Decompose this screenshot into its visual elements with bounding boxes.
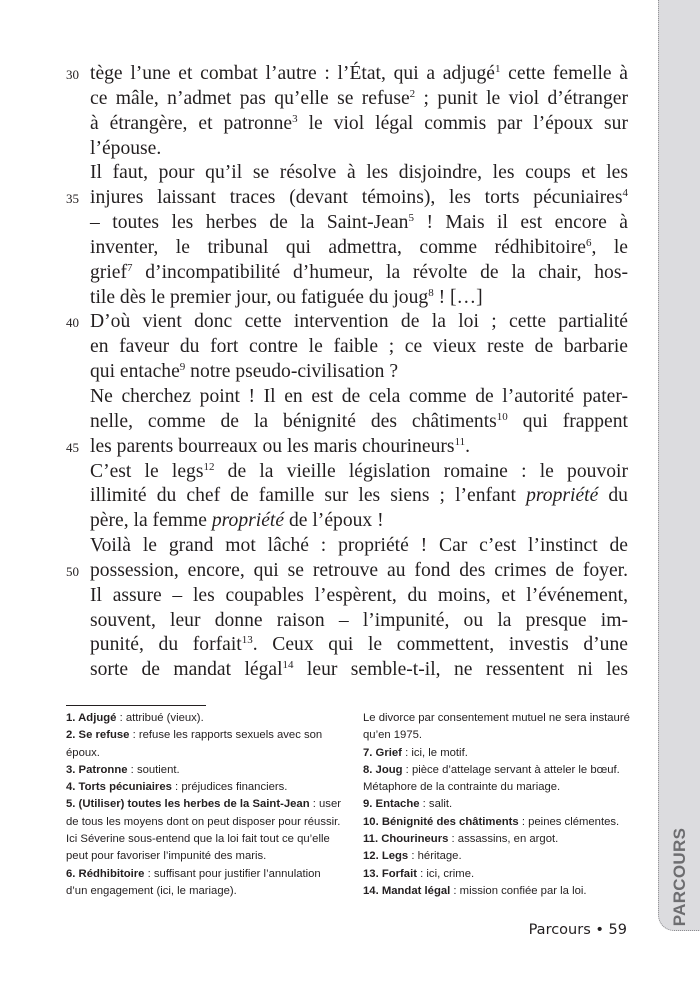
footnote-definition: : peines clémentes. bbox=[518, 815, 620, 828]
text-line bbox=[90, 484, 628, 509]
text-line bbox=[90, 211, 628, 236]
footnote-term: 14. Mandat légal bbox=[363, 884, 451, 897]
text-segment: à étrangère, et patronne bbox=[90, 112, 293, 134]
text-line bbox=[66, 62, 628, 87]
footnote bbox=[363, 710, 648, 745]
text-segment: qui frappent bbox=[507, 410, 628, 432]
footnote-definition: : préjudices financiers. bbox=[171, 781, 288, 794]
footnote-ref: 2 bbox=[409, 87, 416, 100]
text-segment: souvent, leur donne raison – l’impunité, ou la presque im- bbox=[90, 609, 628, 631]
footnote-definition: : mission confiée par la loi. bbox=[450, 884, 587, 897]
footnote bbox=[363, 796, 648, 813]
text-segment: nelle, comme de la bénignité des châtiments bbox=[90, 410, 497, 432]
text-line bbox=[90, 534, 628, 559]
text-line bbox=[90, 410, 628, 435]
footnote-ref: 9 bbox=[179, 361, 186, 374]
text-line bbox=[66, 559, 628, 584]
line-number: 45 bbox=[66, 439, 79, 455]
footnote-definition: : héritage. bbox=[408, 850, 462, 863]
footnote-term: 6. Rédhibitoire bbox=[66, 867, 145, 880]
text-segment: ; punit le viol d’étranger bbox=[415, 87, 628, 109]
text-line bbox=[90, 286, 628, 311]
footnote-ref: 3 bbox=[292, 112, 298, 125]
footnote-definition: : salit. bbox=[419, 798, 453, 811]
footnote-term: 4. Torts pécuniaires bbox=[66, 781, 172, 794]
text-segment: Il faut, pour qu’il se résolve à les disjoindre, les coups et les bbox=[90, 162, 628, 184]
footnote bbox=[363, 866, 648, 883]
italic-text: propriété bbox=[211, 510, 285, 532]
line-number: 30 bbox=[66, 67, 79, 82]
footnote bbox=[66, 762, 344, 779]
footnote bbox=[363, 745, 648, 762]
text-line bbox=[90, 261, 628, 286]
text-segment: tile dès le premier jour, ou fatiguée du joug bbox=[90, 286, 429, 308]
text-segment: . Ceux qui le commettent, investis d’une bbox=[252, 634, 628, 656]
footnote bbox=[363, 814, 648, 831]
text-segment: qui entache bbox=[90, 361, 180, 383]
footnote-definition: : user de tous les moyens dont on peut disposer pour réussir. Ici Séverine sous-entend que la loi fait tout ce qu’elle peut pour favoriser l’impunité des maris. bbox=[66, 798, 341, 863]
side-tab-label: PARCOURS bbox=[670, 827, 689, 927]
footnote-term: 3. Patronne bbox=[66, 763, 128, 776]
footnote-definition: : soutient. bbox=[127, 763, 180, 776]
footnotes-left-column bbox=[66, 710, 344, 900]
text-line bbox=[90, 236, 628, 261]
text-segment: ! […] bbox=[433, 286, 483, 308]
text-line bbox=[66, 310, 628, 335]
text-segment: ! Mais il est encore à bbox=[413, 212, 628, 234]
footnote-ref: 13 bbox=[241, 634, 253, 647]
text-segment: grief bbox=[90, 261, 127, 283]
italic-text: propriété bbox=[526, 485, 599, 507]
text-segment: possession, encore, qui se retrouve au fond des crimes de foyer. bbox=[90, 559, 628, 581]
text-segment: du bbox=[598, 485, 628, 507]
footnote-ref: 7 bbox=[127, 261, 133, 274]
footnote bbox=[363, 883, 648, 900]
text-line bbox=[90, 385, 628, 410]
footnote-ref: 4 bbox=[622, 187, 628, 200]
text-segment: Il assure – les coupables l’espèrent, du moins, et l’événement, bbox=[90, 584, 628, 606]
footnote-term: 8. Joug bbox=[363, 763, 403, 776]
footnotes-right-column bbox=[363, 710, 648, 900]
footnote-definition: Le divorce par consentement mutuel ne sera instauré qu’en 1975. bbox=[363, 712, 630, 742]
text-segment: Voilà le grand mot lâché : propriété ! Car c’est l’instinct de bbox=[90, 535, 628, 557]
text-segment: l’épouse. bbox=[90, 137, 162, 159]
text-segment: . bbox=[465, 435, 471, 457]
text-segment: ce mâle, n’admet pas qu’elle se refuse bbox=[90, 87, 410, 109]
text-line bbox=[90, 137, 628, 162]
footnote-ref: 11 bbox=[454, 435, 466, 448]
footnote-definition: : ici, le motif. bbox=[401, 746, 468, 759]
text-line bbox=[90, 460, 628, 485]
footnote bbox=[66, 727, 344, 762]
text-segment: C’est le legs bbox=[90, 460, 204, 482]
text-segment: de l’époux ! bbox=[284, 510, 384, 532]
footnote-term: 13. Forfait bbox=[363, 867, 417, 880]
text-segment: père, la femme bbox=[90, 510, 212, 532]
text-segment: punité, du forfait bbox=[90, 634, 242, 656]
text-segment: cette femelle à bbox=[500, 63, 628, 84]
text-line bbox=[90, 609, 628, 634]
text-segment: notre pseudo-civilisation ? bbox=[185, 361, 399, 383]
footnote bbox=[66, 796, 344, 865]
text-line bbox=[90, 584, 628, 609]
text-segment: en faveur du fort contre le faible ; ce vieux reste de barbarie bbox=[90, 336, 628, 358]
footnote-divider bbox=[66, 705, 206, 706]
page-footer bbox=[529, 922, 627, 938]
footnote-term: 10. Bénignité des châtiments bbox=[363, 815, 519, 828]
page-number: 59 bbox=[608, 922, 627, 938]
text-segment: d’incompatibilité d’humeur, la révolte de la chair, hos- bbox=[132, 261, 628, 283]
footnote-ref: 8 bbox=[428, 286, 434, 299]
text-segment: , le bbox=[591, 236, 629, 258]
line-number: 40 bbox=[66, 315, 79, 331]
footnote-term: 5. (Utiliser) toutes les herbes de la Saint-Jean bbox=[66, 798, 310, 811]
text-segment: sorte de mandat légal bbox=[90, 659, 283, 681]
footnote bbox=[363, 831, 648, 848]
footnote-ref: 5 bbox=[408, 212, 414, 225]
footnote-term: 9. Entache bbox=[363, 798, 420, 811]
footnote-definition: : refuse les rapports sexuels avec son époux. bbox=[66, 729, 323, 759]
text-segment: le viol légal commis par l’époux sur bbox=[297, 112, 628, 134]
footnote-ref: 6 bbox=[585, 236, 592, 249]
text-segment: de la vieille législation romaine : le pouvoir bbox=[214, 460, 629, 482]
side-tab bbox=[658, 0, 700, 931]
footer-section: Parcours bbox=[528, 922, 591, 938]
text-line bbox=[66, 435, 628, 460]
footnote-ref: 1 bbox=[494, 63, 501, 75]
footnote-definition: : attribué (vieux). bbox=[116, 712, 204, 724]
text-segment: Ne cherchez point ! Il en est de cela comme de l’autorité pater- bbox=[90, 385, 628, 407]
footnote bbox=[363, 848, 648, 865]
text-line bbox=[90, 161, 628, 186]
text-line bbox=[90, 360, 628, 385]
text-line bbox=[66, 186, 628, 211]
text-segment: inventer, le tribunal qui admettra, comme rédhibitoire bbox=[90, 236, 586, 258]
text-segment: – toutes les herbes de la Saint-Jean bbox=[90, 212, 409, 234]
footnote-definition: : pièce d’attelage servant à atteler le bœuf. Métaphore de la contrainte du mariage. bbox=[363, 763, 620, 794]
text-segment: illimité du chef de famille sur les siens ; l’enfant bbox=[90, 485, 527, 507]
text-line bbox=[90, 658, 628, 683]
footnote-definition: : assassins, en argot. bbox=[448, 833, 559, 846]
footnote-term: 7. Grief bbox=[363, 746, 402, 759]
text-line bbox=[90, 87, 628, 112]
text-line bbox=[90, 633, 628, 658]
footnote-definition: : suffisant pour justifier l’annulation d’un engagement (ici, le mariage). bbox=[66, 867, 321, 897]
line-number: 35 bbox=[66, 191, 79, 207]
text-segment: injures laissant traces (devant témoins), les torts pécuniaires bbox=[90, 187, 623, 209]
footnote bbox=[66, 866, 344, 901]
body-text bbox=[66, 62, 629, 683]
text-segment: les parents bourreaux ou les maris chourineurs bbox=[90, 435, 455, 457]
text-line bbox=[90, 509, 628, 534]
footnote bbox=[66, 710, 344, 727]
footnote-term: 12. Legs bbox=[363, 850, 409, 863]
footnote bbox=[363, 762, 648, 797]
footnote-definition: : ici, crime. bbox=[417, 867, 475, 880]
footnote-term: 1. Adjugé bbox=[66, 712, 117, 724]
footnote-ref: 12 bbox=[203, 460, 215, 473]
text-segment: D’où vient donc cette intervention de la loi ; cette partialité bbox=[90, 311, 628, 333]
text-line bbox=[90, 335, 628, 360]
text-segment: leur semble-t-il, ne ressentent ni les bbox=[293, 659, 628, 681]
footnote-ref: 10 bbox=[496, 410, 508, 423]
footnote-term: 2. Se refuse bbox=[66, 729, 130, 742]
footnote-term: 11. Chourineurs bbox=[363, 833, 449, 846]
text-segment: tège l’une et combat l’autre : l’État, qui a adjugé bbox=[90, 63, 495, 84]
footer-bullet: • bbox=[595, 922, 604, 938]
line-number: 50 bbox=[66, 563, 79, 579]
footnote-ref: 14 bbox=[282, 659, 294, 672]
text-line bbox=[90, 112, 628, 137]
footnote bbox=[66, 779, 344, 796]
